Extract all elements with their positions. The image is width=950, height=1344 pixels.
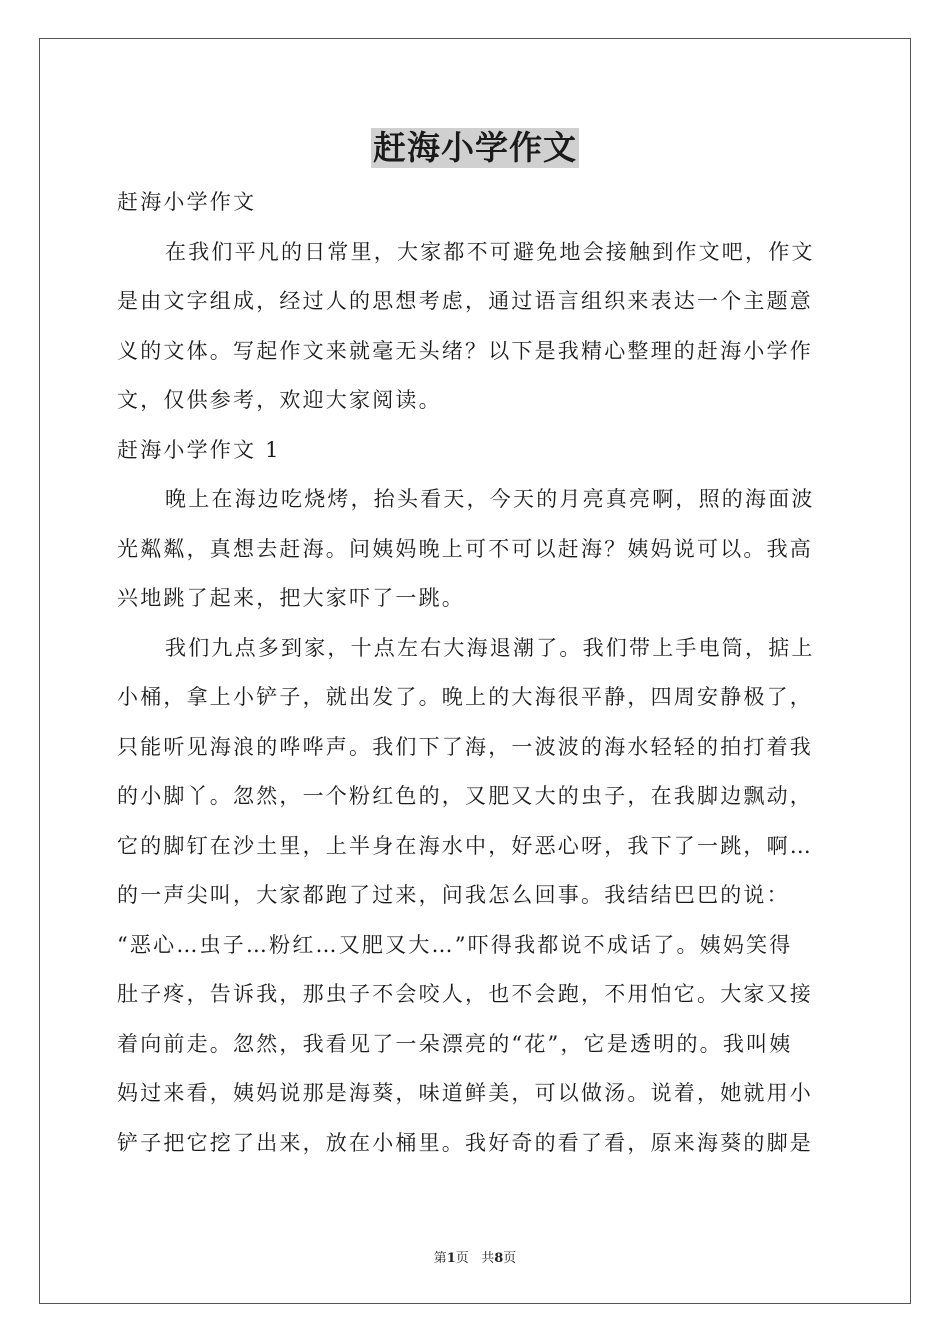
text-line: 是由文字组成，经过人的思想考虑，通过语言组织来表达一个主题意 [117,289,813,313]
text-line: 晚上在海边吃烧烤，抬头看天，今天的月亮真亮啊，照的海面波 [165,487,815,511]
text-line: 着向前走。忽然，我看见了一朵漂亮的“花”，它是透明的。我叫姨 [117,1031,793,1056]
text-line: 铲子把它挖了出来，放在小桶里。我好奇的看了看，原来海葵的脚是 [117,1130,813,1155]
total-prefix: 共 [481,1251,495,1266]
text-line: 赶海小学作文 [117,190,257,214]
document-title: 赶海小学作文 [373,128,577,167]
title-wrap [0,128,950,168]
text-line: 义的文体。写起作文来就毫无头绪？以下是我精心整理的赶海小学作 [117,338,813,363]
text-line: 光粼粼，真想去赶海。问姨妈晚上可不可以赶海？姨妈说可以。我高 [117,536,813,561]
text-line: 我们九点多到家，十点左右大海退潮了。我们带上手电筒，掂上 [165,635,815,660]
page-number: 1 [446,1251,456,1266]
text-line: 它的脚钉在沙土里，上半身在海水中，好恶心呀，我下了一跳，啊… [117,833,813,858]
page-suffix: 页 [455,1251,469,1266]
text-line: 只能听见海浪的哗哗声。我们下了海，一波波的海水轻轻的拍打着我 [117,734,813,759]
text-line: “恶心…虫子…粉红…又肥又大…”吓得我都说不成话了。姨妈笑得 [117,932,793,957]
document-body [117,178,837,1168]
text-line: 妈过来看，姨妈说那是海葵，味道鲜美，可以做汤。说着，她就用小 [117,1081,813,1105]
text-line: 的小脚丫。忽然，一个粉红色的，又肥又大的虫子，在我脚边飘动， [117,784,813,808]
page-prefix: 第 [433,1251,447,1266]
text-line: 肚子疼，告诉我，那虫子不会咬人，也不会跑，不用怕它。大家又接 [117,982,813,1006]
text-line: 小桶，拿上小铲子，就出发了。晚上的大海很平静，四周安静极了， [117,685,813,709]
total-suffix: 页 [503,1251,517,1266]
text-line: 在我们平凡的日常里，大家都不可避免地会接触到作文吧，作文 [165,239,815,264]
page-footer [0,1247,950,1266]
text-line: 文，仅供参考，欢迎大家阅读。 [117,388,442,412]
text-line: 赶海小学作文 1 [117,437,281,462]
total-pages: 8 [494,1251,504,1266]
text-line: 的一声尖叫，大家都跑了过来，问我怎么回事。我结结巴巴的说： [117,883,790,907]
text-line: 兴地跳了起来，把大家吓了一跳。 [117,586,465,610]
